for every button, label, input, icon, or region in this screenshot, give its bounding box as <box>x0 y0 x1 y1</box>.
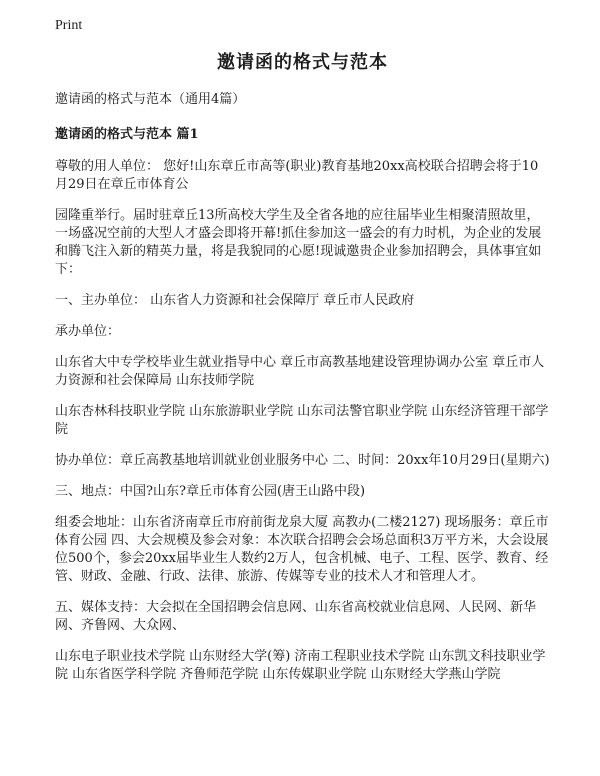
print-label[interactable]: Print <box>55 18 83 33</box>
paragraph-colleges: 山东电子职业技术学院 山东财经大学(筹) 济南工程职业技术学院 山东凯文科技职业学院 山东省医学科学院 齐鲁师范学院 山东传媒职业学院 山东财经大学燕山学院 <box>55 649 546 682</box>
document-body <box>55 48 550 697</box>
paragraph-intro: 园隆重举行。届时驻章丘13所高校大学生及全省各地的应往届毕业生相聚清照故里，一场盛况空前的大型人才盛会即将开幕!抓住参加这一盛会的有力时机，为企业的发展和腾飞注入新的精英力量，将是我貌同的心愿!现诚邀贵企业参加招聘会，具体事宜如下： <box>55 208 542 277</box>
paragraph-committee-scale: 组委会地址：山东省济南章丘市府前街龙泉大厦 高教办(二楼2127) 现场服务：章丘市体育公园 四、大会规模及参会对象：本次联合招聘会会场总面积3万平方米，大会设展位500个，参会20xx届毕业生人数约2万人，包含机械、电子、工程、医学、教育、经管、财政、金融、行政、法律、旅游、传媒等专业的技术人才和管理人才。 <box>55 515 549 584</box>
paragraph-undertakers-1: 山东省大中专学校毕业生就业指导中心 章丘市高教基地建设管理协调办公室 章丘市人力资源和社会保障局 山东技师学院 <box>55 355 545 388</box>
document-subtitle: 邀请函的格式与范本（通用4篇） <box>55 92 246 107</box>
paragraph-greeting: 尊敬的用人单位： 您好!山东章丘市高等(职业)教育基地20xx高校联合招聘会将于10月29日在章丘市体育公 <box>55 159 539 192</box>
paragraph-location: 三、地点：中国?山东?章丘市体育公园(唐王山路中段) <box>55 484 366 499</box>
paragraph-undertakers-2: 山东杏林科技职业学院 山东旅游职业学院 山东司法警官职业学院 山东经济管理干部学院 <box>55 404 549 437</box>
paragraph-media-support: 五、媒体支持：大会拟在全国招聘会信息网、山东省高校就业信息网、人民网、新华网、齐鲁网、大众网、 <box>55 600 537 633</box>
paragraph-co-organizer-time: 协办单位：章丘高教基地培训就业创业服务中心 二、时间：20xx年10月29日(星期六) <box>55 453 550 468</box>
paragraph-undertaker-label: 承办单位： <box>55 324 121 339</box>
section-heading: 邀请函的格式与范本 篇1 <box>55 127 199 142</box>
document-title: 邀请函的格式与范本 <box>217 52 388 73</box>
paragraph-organizer: 一、主办单位： 山东省人力资源和社会保障厅 章丘市人民政府 <box>55 293 415 308</box>
